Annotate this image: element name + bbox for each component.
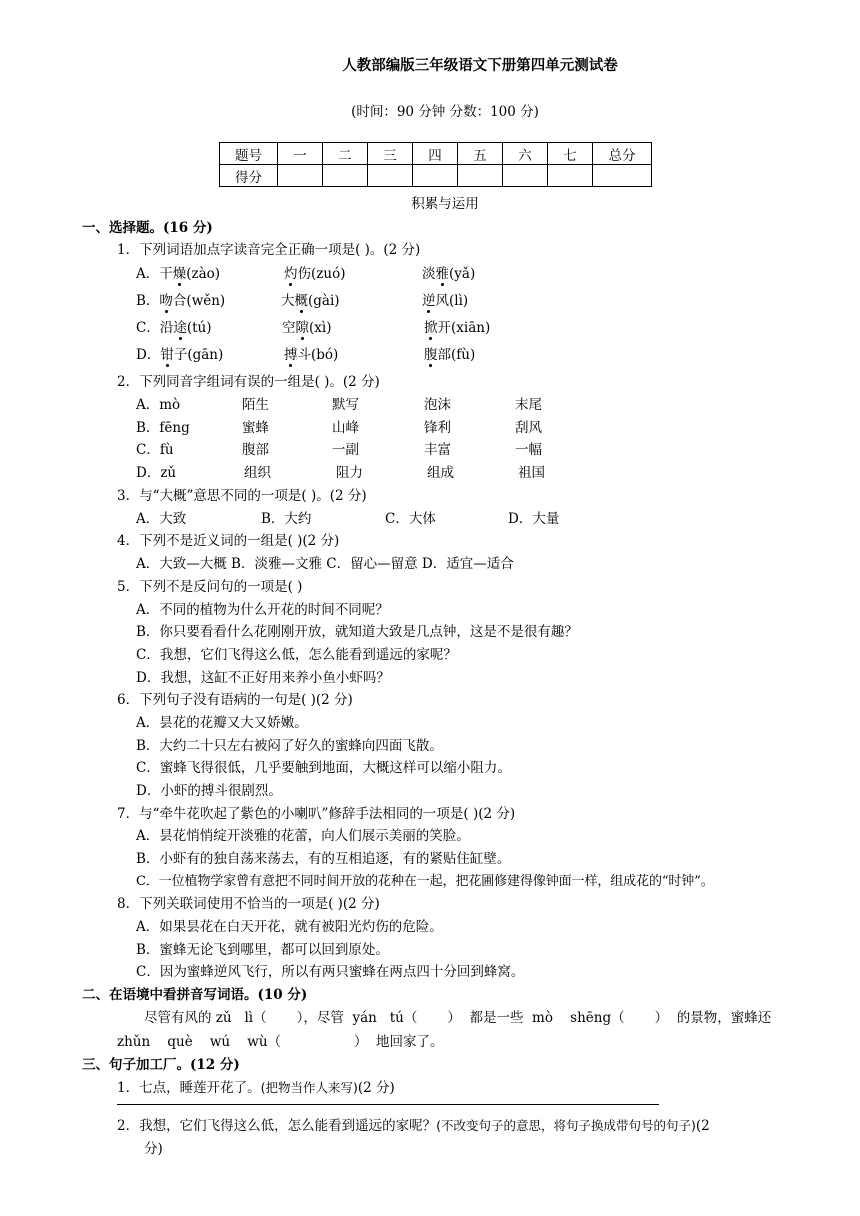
q3-option-c[interactable]: C．大体 bbox=[385, 511, 436, 527]
pinyin-line-1[interactable]: 尽管有风的 zǔ lì（ ），尽管 yán tú（ ） 都是一些 mò shēng（ ） 的景物，蜜蜂还 bbox=[144, 1010, 772, 1026]
section-caption: 积累与运用 bbox=[411, 196, 479, 212]
dotted-char: 灼 bbox=[284, 266, 298, 282]
option-text: 部(fù) bbox=[437, 347, 476, 363]
p3-q1-score: (2 分) bbox=[357, 1080, 395, 1096]
option-text: B． bbox=[136, 293, 160, 309]
score-cell: 四 bbox=[413, 143, 458, 165]
dotted-char: 燥 bbox=[172, 266, 187, 282]
score-table bbox=[219, 142, 652, 187]
q1-option-a-word2 bbox=[284, 262, 345, 282]
score-input-cell[interactable] bbox=[548, 165, 593, 187]
q6-option-d[interactable]: D．小虾的搏斗很剧烈。 bbox=[136, 783, 282, 799]
option-text: C．沿 bbox=[136, 320, 174, 336]
q8-option-a[interactable]: A．如果昙花在白天开花，就有被阳光灼伤的危险。 bbox=[136, 919, 443, 935]
q2-word: 腹部 bbox=[242, 442, 269, 458]
score-input-cell[interactable] bbox=[593, 165, 652, 187]
q1-option-b-word2 bbox=[281, 289, 340, 309]
q3-option-d[interactable]: D．大量 bbox=[508, 511, 560, 527]
q4-stem: 4．下列不是近义词的一组是( )(2 分) bbox=[117, 533, 340, 549]
score-cell: 七 bbox=[548, 143, 593, 165]
p3-q1-text: 1．七点，睡莲开花了。 bbox=[117, 1080, 261, 1096]
option-text: (xì) bbox=[309, 320, 332, 336]
p3-q2-text: 2．我想，它们飞得这么低，怎么能看到遥远的家呢？ bbox=[117, 1118, 437, 1134]
part1-heading: 一、选择题。(16 分) bbox=[82, 220, 213, 236]
q6-stem: 6．下列句子没有语病的一句是( )(2 分) bbox=[117, 692, 353, 708]
p3-q1 bbox=[117, 1076, 395, 1096]
q2-option-b[interactable]: B．fēng bbox=[136, 420, 190, 436]
q2-word: 山峰 bbox=[332, 420, 359, 436]
q1-option-b[interactable] bbox=[136, 289, 225, 309]
q2-stem: 2．下列同音字组词有误的一组是( )。(2 分) bbox=[117, 374, 380, 390]
option-text: (gài) bbox=[308, 293, 340, 309]
q2-word: 阻力 bbox=[336, 465, 363, 481]
q1-option-a[interactable] bbox=[136, 262, 220, 282]
q1-option-d-word2 bbox=[284, 343, 338, 363]
score-cell: 六 bbox=[503, 143, 548, 165]
q6-option-a[interactable]: A．昙花的花瓣又大又娇嫩。 bbox=[136, 715, 308, 731]
dotted-char: 概 bbox=[294, 293, 308, 309]
q2-word: 锋利 bbox=[424, 420, 451, 436]
score-input-cell[interactable] bbox=[413, 165, 458, 187]
q1-option-c-word3 bbox=[424, 316, 490, 336]
option-text: D． bbox=[136, 347, 161, 363]
score-input-cell[interactable] bbox=[278, 165, 323, 187]
option-text: (yǎ) bbox=[449, 266, 476, 282]
option-text: 伤(zuó) bbox=[297, 266, 346, 282]
part2-heading: 二、在语境中看拼音写词语。(10 分) bbox=[82, 987, 308, 1003]
dotted-char: 搏 bbox=[284, 347, 298, 363]
score-input-cell[interactable] bbox=[458, 165, 503, 187]
q2-option-a[interactable]: A．mò bbox=[136, 397, 181, 413]
score-input-cell[interactable] bbox=[368, 165, 413, 187]
q8-option-c[interactable]: C．因为蜜蜂逆风飞行，所以有两只蜜蜂在两点四十分回到蜂窝。 bbox=[136, 964, 525, 980]
page-title: 人教部编版三年级语文下册第四单元测试卷 bbox=[342, 57, 618, 74]
dotted-char: 腹 bbox=[424, 347, 438, 363]
score-table-score-row bbox=[220, 165, 652, 187]
dotted-char: 逆 bbox=[422, 293, 436, 309]
q2-word: 刮风 bbox=[515, 420, 542, 436]
score-table-header-row bbox=[220, 143, 652, 165]
exam-info: (时间：90 分钟 分数：100 分) bbox=[351, 104, 539, 120]
q2-word: 丰富 bbox=[424, 442, 451, 458]
q2-word: 组织 bbox=[244, 465, 271, 481]
score-cell: 一 bbox=[278, 143, 323, 165]
q4-options[interactable]: A．大致—大概 B．淡雅—文雅 C．留心—留意 D．适宜—适合 bbox=[136, 556, 514, 572]
q1-stem: 1．下列词语加点字读音完全正确一项是( )。(2 分) bbox=[117, 242, 421, 258]
p3-q2 bbox=[117, 1114, 710, 1134]
q2-word: 一副 bbox=[332, 442, 359, 458]
score-cell: 二 bbox=[323, 143, 368, 165]
score-cell: 五 bbox=[458, 143, 503, 165]
q7-stem: 7．与“牵牛花吹起了紫色的小喇叭”修辞手法相同的一项是( )(2 分) bbox=[117, 806, 516, 822]
p3-q2-score-cont: 分) bbox=[144, 1141, 163, 1157]
option-text: 斗(bó) bbox=[297, 347, 339, 363]
q2-word: 蜜蜂 bbox=[242, 420, 269, 436]
dotted-char: 雅 bbox=[435, 266, 449, 282]
q1-option-b-word3 bbox=[422, 289, 468, 309]
q2-option-c[interactable]: C．fù bbox=[136, 442, 174, 458]
option-text: (tú) bbox=[186, 320, 212, 336]
q2-option-d[interactable]: D．zǔ bbox=[136, 465, 177, 481]
option-text: 空 bbox=[282, 320, 296, 336]
q2-word: 泡沫 bbox=[424, 397, 451, 413]
q5-option-c[interactable]: C．我想，它们飞得这么低，怎么能看到遥远的家呢？ bbox=[136, 647, 457, 663]
option-text: 子(gān) bbox=[173, 347, 224, 363]
dotted-char: 钳 bbox=[160, 347, 174, 363]
option-text: 合(wěn) bbox=[172, 293, 226, 309]
q5-stem: 5．下列不是反问句的一项是( ) bbox=[117, 579, 303, 595]
q1-option-a-word3 bbox=[422, 262, 475, 282]
score-input-cell[interactable] bbox=[323, 165, 368, 187]
p3-q1-note: (把物当作人来写) bbox=[260, 1080, 358, 1095]
score-input-cell[interactable] bbox=[503, 165, 548, 187]
q2-word: 末尾 bbox=[515, 397, 542, 413]
q1-option-d-word3 bbox=[424, 343, 475, 363]
q5-option-a[interactable]: A．不同的植物为什么开花的时间不同呢？ bbox=[136, 602, 389, 618]
q5-option-d[interactable]: D．我想，这缸不正好用来养小鱼小虾吗？ bbox=[136, 670, 390, 686]
option-text: 风(lì) bbox=[435, 293, 469, 309]
q8-stem: 8．下列关联词使用不恰当的一项是( )(2 分) bbox=[117, 896, 380, 912]
option-text: 淡 bbox=[422, 266, 436, 282]
q7-option-a[interactable]: A．昙花悄悄绽开淡雅的花蕾，向人们展示美丽的笑脸。 bbox=[136, 828, 470, 844]
answer-line[interactable] bbox=[117, 1104, 659, 1105]
p3-q2-note: (不改变句子的意思，将句子换成带句号的句子) bbox=[436, 1118, 696, 1133]
q1-option-c[interactable] bbox=[136, 316, 212, 336]
dotted-char: 掀 bbox=[424, 320, 438, 336]
p3-q2-score: (2 bbox=[695, 1118, 710, 1134]
q5-option-b[interactable]: B．你只要看看什么花刚刚开放，就知道大致是几点钟，这是不是很有趣？ bbox=[136, 624, 578, 640]
score-cell: 得分 bbox=[220, 165, 278, 187]
score-cell: 总分 bbox=[593, 143, 652, 165]
option-text: (zào) bbox=[186, 266, 221, 282]
q1-option-d[interactable] bbox=[136, 343, 223, 363]
score-cell: 三 bbox=[368, 143, 413, 165]
pinyin-line-2[interactable]: zhǔn què wú wù（ ） 地回家了。 bbox=[117, 1034, 444, 1050]
q7-option-c[interactable]: C．一位植物学家曾有意把不同时间开放的花种在一起，把花圃修建得像钟面一样，组成花的“时钟”。 bbox=[136, 874, 714, 889]
q3-option-a[interactable]: A．大致 bbox=[136, 511, 187, 527]
q3-option-b[interactable]: B．大约 bbox=[261, 511, 312, 527]
q8-option-b[interactable]: B．蜜蜂无论飞到哪里，都可以回到原处。 bbox=[136, 942, 389, 958]
dotted-char: 隙 bbox=[295, 320, 309, 336]
dotted-char: 途 bbox=[173, 320, 187, 336]
option-text: 大 bbox=[281, 293, 295, 309]
q2-word: 陌生 bbox=[242, 397, 269, 413]
q6-option-c[interactable]: C．蜜蜂飞得很低，几乎要触到地面，大概这样可以缩小阻力。 bbox=[136, 760, 511, 776]
q7-option-b[interactable]: B．小虾有的独自荡来荡去，有的互相追逐，有的紧贴住缸壁。 bbox=[136, 851, 511, 867]
dotted-char: 吻 bbox=[159, 293, 173, 309]
q2-word: 组成 bbox=[427, 465, 454, 481]
option-text: 开(xiān) bbox=[437, 320, 491, 336]
q6-option-b[interactable]: B．大约二十只左右被闷了好久的蜜蜂向四面飞散。 bbox=[136, 738, 443, 754]
q1-option-c-word2 bbox=[282, 316, 331, 336]
score-cell: 题号 bbox=[220, 143, 278, 165]
q2-word: 默写 bbox=[332, 397, 359, 413]
q3-stem: 3．与“大概”意思不同的一项是( )。(2 分) bbox=[117, 488, 367, 504]
q2-word: 一幅 bbox=[515, 442, 542, 458]
q2-word: 祖国 bbox=[518, 465, 545, 481]
option-text: A．干 bbox=[136, 266, 173, 282]
part3-heading: 三、句子加工厂。(12 分) bbox=[82, 1057, 240, 1073]
